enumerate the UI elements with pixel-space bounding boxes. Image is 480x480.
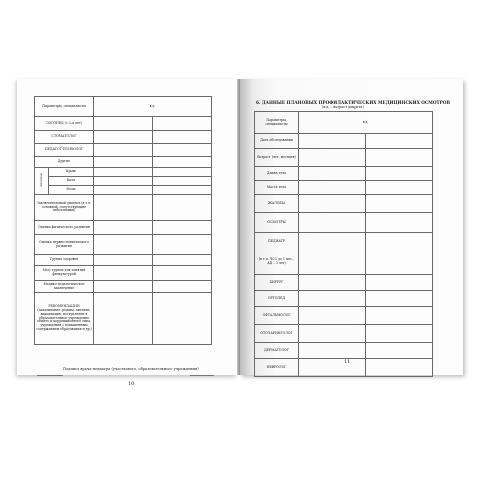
cell — [153, 221, 212, 235]
table-row — [35, 186, 212, 195]
table-row — [255, 195, 433, 213]
cell — [94, 195, 153, 221]
cell — [94, 144, 153, 157]
cell — [299, 307, 366, 325]
cell — [153, 177, 212, 186]
left-form-table — [34, 96, 212, 345]
row-label: Группа здоровья — [35, 255, 94, 266]
table-row — [255, 291, 433, 307]
row-label: ЛОГОПЕД (с 3–х лет) — [35, 117, 94, 131]
row-label: ОФТАЛЬМОЛОГ — [255, 307, 299, 325]
table-row — [255, 325, 433, 343]
table-row — [255, 343, 433, 359]
table-row — [35, 177, 212, 186]
cell — [366, 233, 433, 275]
row-label: ОРТОПЕД — [255, 291, 299, 307]
cell — [299, 275, 366, 291]
cell — [299, 134, 366, 149]
table-row — [255, 167, 433, 181]
cell — [153, 144, 212, 157]
table-row — [35, 255, 212, 266]
cell — [366, 291, 433, 307]
cell — [366, 307, 433, 325]
table-row — [255, 275, 433, 291]
table-row — [255, 134, 433, 149]
row-label: Возраст (лет, месяцев) — [255, 149, 299, 167]
table-row — [35, 235, 212, 255]
analyses-group-label: Анализы — [35, 168, 49, 195]
cell — [94, 293, 153, 345]
row-label: Оценка физического развития — [35, 221, 94, 235]
table-row — [35, 97, 212, 117]
cell — [366, 149, 433, 167]
cell — [94, 266, 153, 281]
cell — [94, 131, 153, 144]
row-label: НЕВРОЛОГ — [255, 359, 299, 377]
row-label: ПЕДИАТР — [255, 233, 299, 251]
cell — [153, 266, 212, 281]
cell — [94, 221, 153, 235]
cell — [366, 325, 433, 343]
cell — [153, 186, 212, 195]
signature-line-left — [37, 375, 63, 376]
cell — [153, 131, 212, 144]
page-subtitle: (в.д. – возраст декрета) — [322, 105, 364, 109]
table-row — [35, 168, 212, 177]
table-row — [255, 233, 433, 251]
cell — [366, 181, 433, 195]
row-label: Длина тела — [255, 167, 299, 181]
table-row — [35, 157, 212, 168]
row-label: ДЕРМАТОЛОГ — [255, 343, 299, 359]
row-label: ОСМОТРЫ — [255, 213, 299, 233]
cell — [299, 149, 366, 167]
cell — [299, 195, 366, 213]
cell — [366, 195, 433, 213]
table-row — [35, 293, 212, 345]
cell — [153, 195, 212, 221]
cell — [153, 293, 212, 345]
cell — [299, 343, 366, 359]
cell — [299, 213, 366, 233]
cell — [153, 117, 212, 131]
signature-line-right — [190, 375, 214, 376]
table-row — [35, 195, 212, 221]
signature-caption: Подпись врача-педиатра (участкового, образовательного учреждения) — [63, 367, 199, 371]
right-page — [240, 79, 463, 375]
cell — [153, 255, 212, 266]
row-label: ХИРУРГ — [255, 275, 299, 291]
page-number: 10 — [128, 381, 135, 387]
row-value: в.д. — [299, 112, 433, 134]
row-label: Моча — [49, 186, 94, 195]
table-row — [35, 266, 212, 281]
table-row — [35, 131, 212, 144]
cell — [94, 186, 153, 195]
table-row — [35, 144, 212, 157]
table-row — [35, 221, 212, 235]
table-row — [255, 307, 433, 325]
cell — [94, 235, 153, 255]
row-label: Кала — [49, 177, 94, 186]
cell — [299, 181, 366, 195]
row-label: ОТОЛАРИНГОЛОГ — [255, 325, 299, 343]
cell — [94, 255, 153, 266]
row-label: Дата обследования — [255, 134, 299, 149]
row-value: в.д. — [94, 97, 212, 117]
table-row — [35, 281, 212, 293]
cell — [94, 168, 153, 177]
page-title: 6. ДАННЫЕ ПЛАНОВЫХ ПРОФИЛАКТИЧЕСКИХ МЕДИЦИНСКИХ ОСМОТРОВ — [256, 100, 450, 105]
cell — [153, 235, 212, 255]
table-row — [35, 117, 212, 131]
left-page — [17, 79, 237, 387]
row-label: Масса тела — [255, 181, 299, 195]
cell — [299, 325, 366, 343]
cell — [94, 157, 153, 168]
row-label: (в т.ч. ЧСС до 1 мес., АД – 3 лет) — [255, 251, 299, 275]
cell — [153, 157, 212, 168]
table-row — [255, 149, 433, 167]
row-label: Мед. группа для занятий физкультурой — [35, 266, 94, 281]
right-form-table — [254, 111, 433, 377]
cell — [299, 359, 366, 377]
row-label: Кровь — [49, 168, 94, 177]
row-label: Параметры, специалисты — [35, 97, 94, 117]
row-label: ЖАЛОБЫ — [255, 195, 299, 213]
row-label: Другие — [35, 157, 94, 168]
cell — [366, 213, 433, 233]
cell — [366, 275, 433, 291]
cell — [94, 117, 153, 131]
row-label: ПЕДАГОГ-ПСИХОЛОГ — [35, 144, 94, 157]
cell — [153, 168, 212, 177]
cell — [94, 281, 153, 293]
row-label: СТОМАТОЛОГ — [35, 131, 94, 144]
cell — [366, 134, 433, 149]
row-label: Оценка нервно-психического развития — [35, 235, 94, 255]
table-row — [255, 181, 433, 195]
cell — [366, 359, 433, 377]
row-label: Заключительный диагноз (в т.ч. основной, сопутствующие заболевания) — [35, 195, 94, 221]
cell — [366, 343, 433, 359]
cell — [94, 177, 153, 186]
cell — [366, 167, 433, 181]
cell — [299, 291, 366, 307]
row-label: Параметры, специалисты — [255, 112, 299, 134]
cell — [153, 281, 212, 293]
table-row — [255, 112, 433, 134]
cell — [299, 233, 366, 275]
row-label: РЕКОМЕНДАЦИИ (закаливание, режим, питание, вакцинация, поступление в образовательное учреждение общего и коррекционного типа, учреждения с повышенным содержанием образования и др.) — [35, 293, 94, 345]
table-row — [255, 213, 433, 233]
page-number: 11 — [344, 359, 351, 365]
cell — [299, 167, 366, 181]
row-label: Медико-педагогическое заключение — [35, 281, 94, 293]
